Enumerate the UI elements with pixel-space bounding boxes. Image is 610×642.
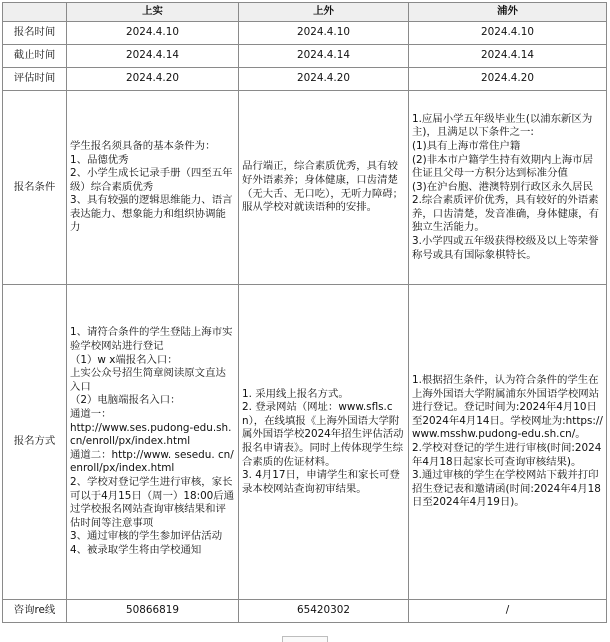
table-row-eval xyxy=(3,68,607,91)
row-label-end: 截止时间 xyxy=(3,45,67,68)
cell-method-shangwai xyxy=(239,285,409,600)
cell-consult-shangwai: 65420302 xyxy=(239,600,409,623)
table-row-end xyxy=(3,45,607,68)
cell-method-puwai xyxy=(409,285,607,600)
table-row-start xyxy=(3,22,607,45)
row-label-method: 报名方式 xyxy=(3,285,67,600)
conditions-puwai-line: (2)非本市户籍学生持有效期内上海市居住证且父母一方积分达到标准分值 xyxy=(412,153,593,180)
method-shangshi-line: （2）电脑端报名入口： xyxy=(70,394,181,407)
method-shangshi-line: 4、被录取学生将由学校通知 xyxy=(70,543,202,556)
method-puwai-line: 3.通过审核的学生在学校网站下载并打印招生登记表和邀请函(时间:2024年4月18日至2024年4月19日)。 xyxy=(412,469,601,509)
conditions-puwai-line: 1.应届小学五年级毕业生(以浦东新区为主)，且满足以下条件之一: xyxy=(412,112,593,139)
conditions-puwai-line: (3)在沪台胞、港澳特别行政区永久居民 xyxy=(412,180,593,193)
header-corner-cell xyxy=(3,3,67,22)
conditions-shangshi-line: 学生报名须具备的基本条件为： xyxy=(70,139,216,152)
cell-consult-puwai: / xyxy=(409,600,607,623)
method-shangshi-line: 2、学校对登记学生进行审核，家长可以于4月15日（周一）18:00后通过学校报名网站查询审核结果和评估时间等注意事项 xyxy=(70,475,235,529)
cell-start-puwai: 2024.4.10 xyxy=(409,22,607,45)
cell-start-shangwai: 2024.4.10 xyxy=(239,22,409,45)
cell-conditions-puwai xyxy=(409,91,607,285)
header-puwai: 浦外 xyxy=(409,3,607,22)
cell-end-shangshi: 2024.4.14 xyxy=(67,45,239,68)
admission-comparison-table xyxy=(2,2,607,623)
cell-conditions-shangwai xyxy=(239,91,409,285)
cell-end-puwai: 2024.4.14 xyxy=(409,45,607,68)
cell-method-shangshi xyxy=(67,285,239,600)
conditions-shangshi-line: 2、小学生成长记录手册（四至五年级）综合素质优秀 xyxy=(70,167,233,193)
method-shangwai-line: 1. 采用线上报名方式。 xyxy=(242,387,349,400)
row-label-conditions: 报名条件 xyxy=(3,91,67,285)
conditions-puwai-line: (1)具有上海市常住户籍 xyxy=(412,139,521,152)
method-puwai-line: 2.学校对登记的学生进行审核(时间:2024年4月18日起家长可查询审核结果)。 xyxy=(412,442,602,468)
conditions-puwai-line: 2.综合素质评价优秀，具有较好的外语素养，口齿清楚，发音准确，身体健康，有独立生活能力。 xyxy=(412,194,600,234)
cell-consult-shangshi: 50866819 xyxy=(67,600,239,623)
cell-eval-shangshi: 2024.4.20 xyxy=(67,68,239,91)
row-label-start: 报名时间 xyxy=(3,22,67,45)
row-label-consult: 咨询re线 xyxy=(3,600,67,623)
cell-eval-puwai: 2024.4.20 xyxy=(409,68,607,91)
method-shangshi-line: 3、通过审核的学生参加评估活动 xyxy=(70,530,223,543)
method-shangshi-line: 1、请符合条件的学生登陆上海市实验学校网站进行登记 xyxy=(70,326,233,353)
header-shangwai: 上外 xyxy=(239,3,409,22)
bottom-tab-edge xyxy=(282,636,328,642)
cell-eval-shangwai: 2024.4.20 xyxy=(239,68,409,91)
row-label-eval: 评估时间 xyxy=(3,68,67,91)
method-shangshi-line: 上实公众号招生简章阅读原文直达入口 xyxy=(70,367,226,393)
method-shangwai-line: 3. 4月17日，申请学生和家长可登录本校网站查询初审结果。 xyxy=(242,469,400,495)
cell-start-shangshi: 2024.4.10 xyxy=(67,22,239,45)
method-shangshi-line: 通道一： xyxy=(70,408,112,421)
method-puwai-line: 1.根据招生条件，认为符合条件的学生在上海外国语大学附属浦东外国语学校网站进行登记。登记时间为:2024年4月10日至2024年4月14日。学校网址为:https://www.msshw.pudong-edu.sh.cn/。 xyxy=(412,374,603,441)
table-row-conditions xyxy=(3,91,607,285)
cell-end-shangwai: 2024.4.14 xyxy=(239,45,409,68)
method-shangshi-line: （1）w x端报名入口： xyxy=(70,353,178,366)
header-row xyxy=(3,3,607,22)
method-shangshi-link[interactable]: http://www.ses.pudong-edu.sh.cn/enroll/px/index.html xyxy=(70,421,232,448)
method-shangwai-line: 2. 登录网站（网址：www.sfls.cn），在线填报《上海外国语大学附属外国语学校2024年招生评估活动报名申请表》。同时上传体现学生综合素质的佐证材料。 xyxy=(242,401,404,468)
header-shangshi: 上实 xyxy=(67,3,239,22)
cell-conditions-shangshi xyxy=(67,91,239,285)
method-shangshi-link[interactable]: 通道二：http://www. sesedu. cn/ enroll/px/index.html xyxy=(70,448,238,475)
table-row-method xyxy=(3,285,607,600)
conditions-shangwai-line: 品行端正，综合素质优秀，具有较好外语素养；身体健康，口齿清楚（无大舌、无口吃），无听力障碍；服从学校对就读语种的安排。 xyxy=(242,160,404,214)
conditions-shangshi-line: 3、具有较强的逻辑思维能力、语言表达能力、想象能力和组织协调能力 xyxy=(70,194,233,234)
conditions-puwai-line: 3.小学四或五年级获得校级及以上等荣誉称号或具有国际象棋特长。 xyxy=(412,235,599,261)
table-row-consult xyxy=(3,600,607,623)
conditions-shangshi-line: 1、品德优秀 xyxy=(70,153,129,166)
